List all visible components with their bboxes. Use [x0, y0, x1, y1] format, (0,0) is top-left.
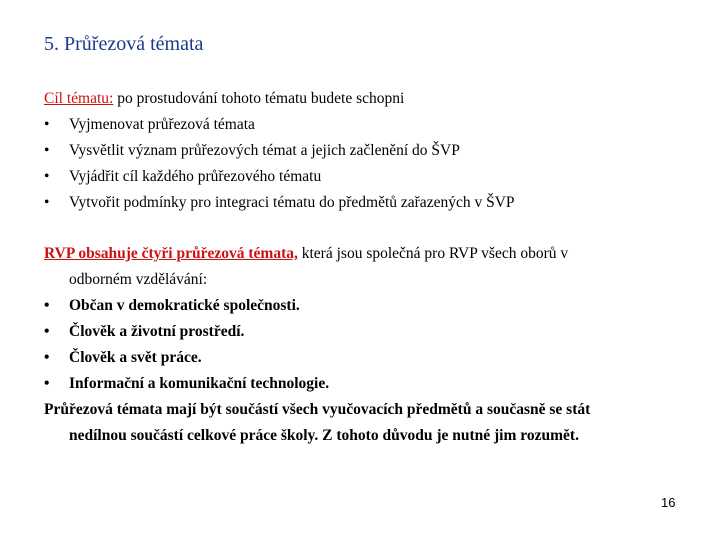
slide-title: 5. Průřezová témata [44, 33, 204, 55]
conclusion-line: nedílnou součástí celkové práce školy. Z tohoto důvodu je nutné jim rozumět. [69, 427, 579, 444]
rvp-list-item [44, 371, 684, 397]
rvp-lead-continuation: odborném vzdělávání: [69, 271, 208, 288]
rvp-item-text: Informační a komunikační technologie. [69, 375, 330, 392]
bullet-icon: • [44, 323, 50, 340]
goal-label: Cíl tématu: [44, 90, 114, 107]
goal-intro: po prostudování tohoto tématu budete schopni [113, 90, 405, 107]
goal-list-item [44, 112, 684, 138]
page-number: 16 [661, 495, 676, 510]
rvp-item-text: Člověk a svět práce. [69, 349, 202, 366]
goal-heading [44, 86, 684, 112]
bullet-icon: • [44, 375, 50, 392]
rvp-item-text: Občan v demokratické společnosti. [69, 297, 300, 314]
rvp-list-item [44, 319, 684, 345]
goal-item-text: Vyjádřit cíl každého průřezového tématu [69, 168, 322, 185]
goal-list-item [44, 138, 684, 164]
rvp-heading [44, 241, 684, 267]
goal-list-item [44, 164, 684, 190]
goal-list-item [44, 190, 684, 216]
rvp-item-text: Člověk a životní prostředí. [69, 323, 245, 340]
bullet-icon: • [44, 168, 50, 185]
bullet-icon: • [44, 142, 50, 159]
goal-item-text: Vysvětlit význam průřezových témat a jejich začlenění do ŠVP [69, 142, 460, 159]
rvp-lead-rest: která jsou společná pro RVP všech oborů v [297, 245, 569, 262]
rvp-section [44, 241, 684, 449]
bullet-icon: • [44, 349, 50, 366]
goal-section [44, 86, 684, 216]
bullet-icon: • [44, 116, 50, 133]
bullet-icon: • [44, 194, 50, 211]
rvp-list-item [44, 345, 684, 371]
rvp-lead: RVP obsahuje čtyři průřezová témata, [44, 245, 298, 262]
goal-item-text: Vytvořit podmínky pro integraci tématu do předmětů zařazených v ŠVP [69, 194, 515, 211]
conclusion-line: Průřezová témata mají být součástí všech vyučovacích předmětů a současně se stát [44, 401, 591, 418]
goal-item-text: Vyjmenovat průřezová témata [69, 116, 255, 133]
rvp-list-item [44, 293, 684, 319]
bullet-icon: • [44, 297, 50, 314]
